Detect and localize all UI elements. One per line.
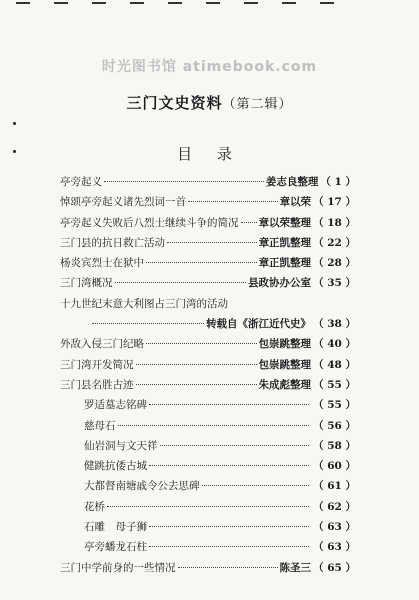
- toc-entry[interactable]: [60, 255, 356, 275]
- entry-title: 健跳抗倭古城: [84, 460, 147, 473]
- table-of-contents: [60, 174, 356, 580]
- entry-title: 三门县的抗日救亡活动: [60, 236, 165, 249]
- toc-entry[interactable]: [60, 377, 356, 397]
- entry-title: 三门县名胜古迹: [60, 378, 134, 391]
- dot-leader: [160, 445, 310, 446]
- toc-subentry[interactable]: [60, 478, 356, 498]
- entry-title: 慈母石: [84, 419, 116, 432]
- dot-leader: [136, 384, 257, 385]
- dot-leader: [149, 465, 309, 466]
- dot-leader: [178, 567, 278, 568]
- entry-title: 外敌入侵三门纪略: [60, 338, 144, 351]
- entry-page: （ 17 ）: [313, 196, 356, 209]
- book-title-main: 三门文史资料: [126, 94, 223, 112]
- entry-page: （ 55 ）: [313, 378, 356, 391]
- entry-author: 章以荣整理: [258, 216, 312, 229]
- entry-page: （ 62 ）: [313, 500, 356, 513]
- entry-title: 亭旁起义: [60, 176, 102, 188]
- entry-page: （ 40 ）: [313, 338, 356, 351]
- entry-author: 姜志良整理: [265, 176, 319, 188]
- toc-subentry[interactable]: [60, 499, 356, 519]
- dot-leader: [136, 364, 257, 365]
- entry-page: （ 48 ）: [313, 358, 356, 371]
- toc-entry[interactable]: [60, 235, 356, 255]
- dot-leader: [146, 262, 257, 263]
- entry-author: 章正凯整理: [258, 236, 312, 249]
- top-edge-marks: [16, 0, 407, 6]
- entry-author: 包崇跳整理: [258, 358, 312, 371]
- dot-leader: [115, 282, 247, 283]
- entry-page: （ 60 ）: [313, 460, 356, 473]
- entry-page: （ 63 ）: [313, 521, 356, 534]
- entry-page: （ 18 ）: [313, 216, 356, 229]
- entry-page: （ 61 ）: [313, 480, 356, 493]
- dot-leader: [107, 506, 309, 507]
- entry-author: 章正凯整理: [258, 257, 312, 270]
- toc-subentry[interactable]: [60, 458, 356, 478]
- entry-title: 花桥: [84, 500, 105, 513]
- entry-title: 三门中学前身的一些情况: [60, 561, 176, 574]
- toc-entry[interactable]: [60, 296, 356, 316]
- toc-entry-continuation[interactable]: [60, 316, 356, 336]
- toc-entry[interactable]: [60, 174, 356, 194]
- entry-title: 杨炎宾烈士在狱中: [60, 257, 144, 270]
- book-title: [0, 92, 419, 113]
- toc-subentry[interactable]: [60, 418, 356, 438]
- entry-page: （ 56 ）: [313, 419, 356, 432]
- dot-leader: [202, 485, 310, 486]
- entry-title: 石雕 母子狮: [84, 521, 147, 534]
- dot-leader: [241, 222, 257, 223]
- entry-title: 仙岩洞与文天祥: [84, 439, 158, 452]
- toc-entry[interactable]: [60, 194, 356, 214]
- toc-entry[interactable]: [60, 336, 356, 356]
- entry-author: 转载自《浙江近代史》: [206, 318, 312, 331]
- entry-title: 亭旁起义失败后八烈士继续斗争的简况: [60, 216, 239, 229]
- dot-leader: [92, 323, 204, 324]
- dot-leader: [118, 425, 310, 426]
- entry-title: 大都督南塘戚令公去思碑: [84, 480, 200, 493]
- entry-title: 亭旁蟠龙石柱: [84, 541, 147, 554]
- dot-leader: [104, 181, 264, 182]
- toc-subentry[interactable]: [60, 438, 356, 458]
- dot-leader: [167, 242, 257, 243]
- toc-subentry[interactable]: [60, 539, 356, 559]
- entry-title: 罗适墓志铭碑: [84, 399, 147, 412]
- entry-page: （ 63 ）: [313, 541, 356, 554]
- dot-leader: [149, 526, 309, 527]
- toc-subentry[interactable]: [60, 519, 356, 539]
- entry-author: 陈圣三: [279, 561, 312, 574]
- entry-page: （ 22 ）: [313, 236, 356, 249]
- entry-page: （ 1 ）: [320, 176, 356, 188]
- entry-author: 朱成彪整理: [258, 378, 312, 391]
- dot-leader: [149, 546, 309, 547]
- toc-entry[interactable]: [60, 215, 356, 235]
- dot-leader: [149, 404, 309, 405]
- toc-entry[interactable]: [60, 275, 356, 295]
- entry-title: 悼颂亭旁起义诸先烈词一首: [60, 196, 186, 209]
- entry-title: 三门湾开发简况: [60, 358, 134, 371]
- dot-leader: [188, 201, 278, 202]
- entry-author: 包崇跳整理: [258, 338, 312, 351]
- dot-leader: [146, 343, 257, 344]
- entry-page: （ 58 ）: [313, 439, 356, 452]
- toc-heading: 目 录: [177, 145, 242, 163]
- entry-page: （ 65 ）: [313, 561, 356, 574]
- entry-title: 十九世纪末意大利图占三门湾的活动: [60, 297, 228, 310]
- watermark: 时光图书馆 atimebook.com: [101, 59, 318, 75]
- entry-author: 章以荣: [279, 196, 312, 209]
- scan-speck: [13, 122, 16, 125]
- book-title-sub: （第二辑）: [222, 97, 293, 112]
- entry-title: 三门湾概况: [60, 277, 113, 290]
- toc-entry[interactable]: [60, 357, 356, 377]
- entry-page: （ 55 ）: [313, 399, 356, 412]
- toc-entry[interactable]: [60, 560, 356, 580]
- toc-subentry[interactable]: [60, 397, 356, 417]
- entry-page: （ 38 ）: [313, 318, 356, 331]
- entry-page: （ 28 ）: [313, 257, 356, 270]
- entry-author: 县政协办公室: [248, 277, 312, 290]
- entry-page: （ 35 ）: [313, 277, 356, 290]
